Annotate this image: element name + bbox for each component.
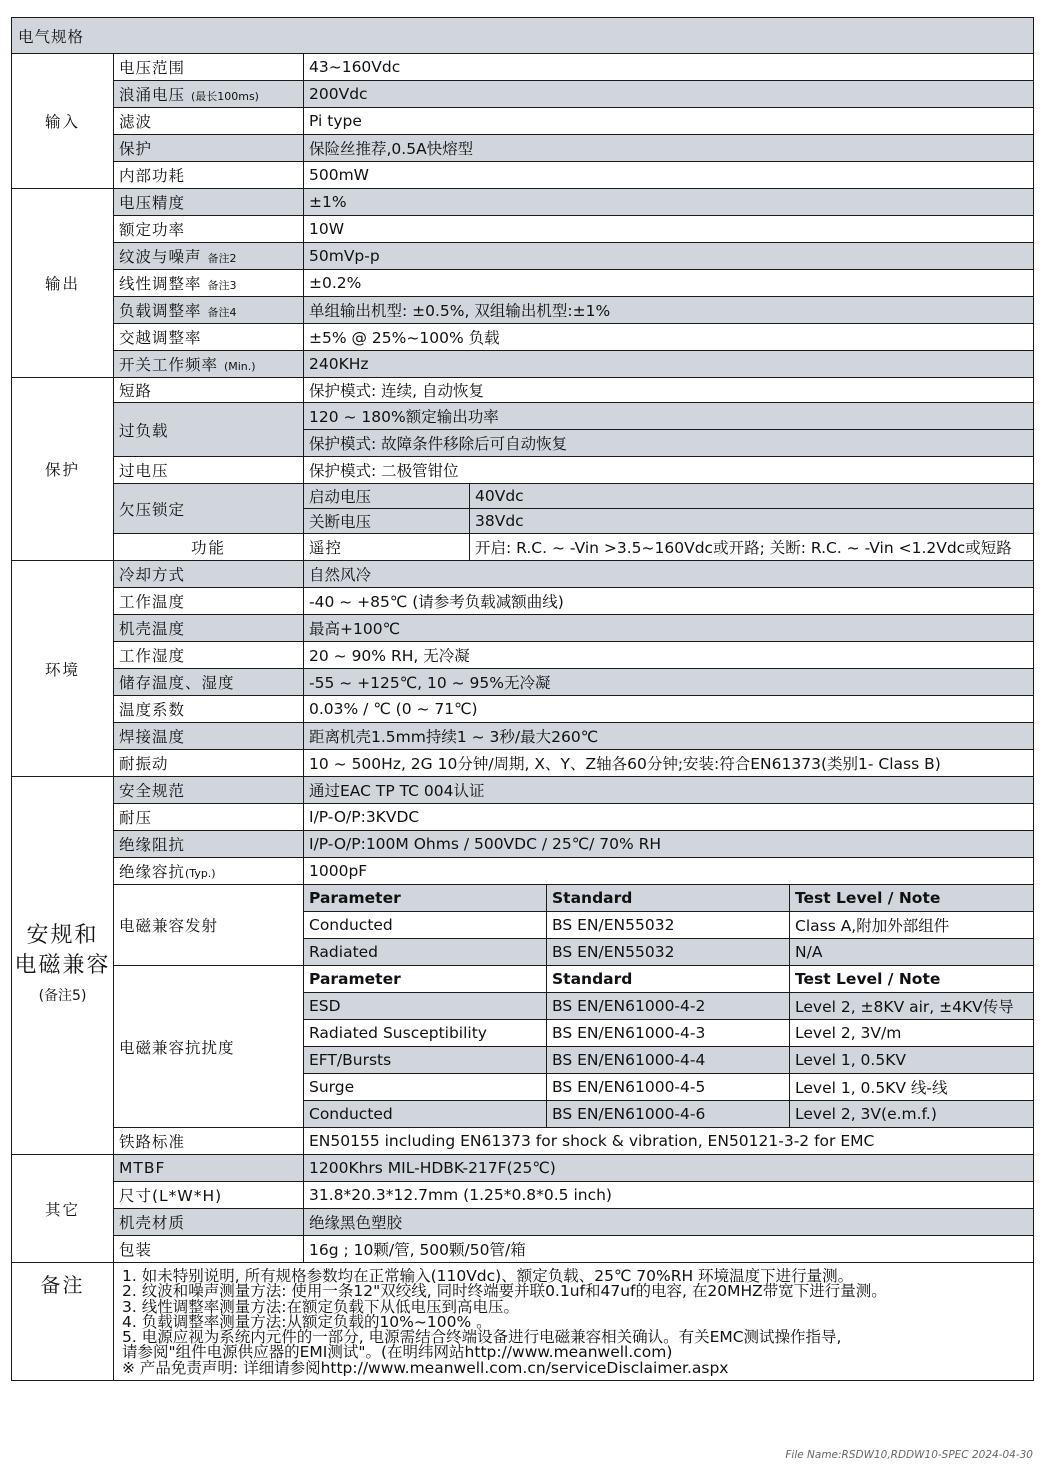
item-label: 额定功率: [114, 216, 304, 243]
item-label: 铁路标准: [114, 1128, 304, 1155]
item-label: 过电压: [114, 457, 304, 484]
environment-row: [12, 669, 1034, 696]
ems-standard: BS EN/EN61000-4-4: [547, 1047, 790, 1074]
note-line: 5. 电源应视为系统内元件的一部分, 电源需结合终端设备进行电磁兼容相关确认。有关EMC测试操作指导,: [122, 1328, 842, 1347]
notes-content: [114, 1263, 1034, 1381]
note-line: ※ 产品免责声明: 详细请参阅http://www.meanwell.com.cn/serviceDisclaimer.aspx: [122, 1358, 729, 1377]
item-label: 包装: [114, 1236, 304, 1263]
protection-row: [12, 403, 1034, 430]
output-row: [12, 351, 1034, 378]
item-label: 焊接温度: [114, 723, 304, 750]
environment-row: [12, 696, 1034, 723]
note-line: 3. 线性调整率测量方法:在额定负载下从低电压到高电压。: [122, 1297, 519, 1316]
function-row: [12, 534, 1034, 561]
item-value: I/P-O/P:100M Ohms / 500VDC / 25℃/ 70% RH: [304, 831, 1034, 858]
item-label: 耐振动: [114, 750, 304, 777]
category-safety-emc: [12, 777, 114, 1155]
output-row: [12, 324, 1034, 351]
ems-parameter: Conducted: [304, 1101, 547, 1128]
item-label: 绝缘容抗(Typ.): [114, 858, 304, 885]
category-input: 输入: [12, 54, 114, 189]
item-value: -40 ~ +85℃ (请参考负载减额曲线): [304, 588, 1034, 615]
item-value: 最高+100℃: [304, 615, 1034, 642]
item-label: 负载调整率 备注4: [114, 297, 304, 324]
item-value: 20 ~ 90% RH, 无冷凝: [304, 642, 1034, 669]
item-label: 绝缘阻抗: [114, 831, 304, 858]
footer-filename: File Name:RSDW10,RDDW10-SPEC 2024-04-30: [785, 1449, 1033, 1461]
safety-row: [12, 804, 1034, 831]
item-label: 机壳材质: [114, 1209, 304, 1236]
item-label: 冷却方式: [114, 561, 304, 588]
emi-parameter: Conducted: [304, 912, 547, 939]
ems-level: Level 2, 3V/m: [790, 1020, 1034, 1047]
item-label: 耐压: [114, 804, 304, 831]
output-row: [12, 216, 1034, 243]
ems-level: Level 2, ±8KV air, ±4KV传导: [790, 993, 1034, 1020]
ems-standard: BS EN/EN61000-4-5: [547, 1074, 790, 1101]
safety-row: [12, 777, 1034, 804]
environment-row: [12, 750, 1034, 777]
ems-level: Level 1, 0.5KV 线-线: [790, 1074, 1034, 1101]
item-label: 纹波与噪声 备注2: [114, 243, 304, 270]
category-safety-line2: 电磁兼容: [14, 952, 111, 978]
ems-standard: BS EN/EN61000-4-3: [547, 1020, 790, 1047]
item-label: 保护: [114, 135, 304, 162]
item-label: 交越调整率: [114, 324, 304, 351]
category-notes: 备注: [12, 1263, 114, 1381]
item-value: 通过EAC TP TC 004认证: [304, 777, 1034, 804]
safety-row: [12, 831, 1034, 858]
item-value: I/P-O/P:3KVDC: [304, 804, 1034, 831]
note-line: 1. 如未特别说明, 所有规格参数均在正常输入(110Vdc)、额定负载、25℃ 70%RH 环境温度下进行量测。: [122, 1267, 854, 1285]
ems-parameter: Surge: [304, 1074, 547, 1101]
output-row: [12, 297, 1034, 324]
category-others: 其它: [12, 1155, 114, 1263]
item-label: 浪涌电压 (最长100ms): [114, 81, 304, 108]
protection-row: [12, 457, 1034, 484]
item-value: 绝缘黑色塑胶: [304, 1209, 1034, 1236]
ems-header-row: [12, 966, 1034, 993]
category-protection: 保护: [12, 378, 114, 561]
emi-parameter: Radiated: [304, 939, 547, 966]
input-row: [12, 135, 1034, 162]
input-row: [12, 162, 1034, 189]
header-standard: Standard: [547, 966, 790, 993]
ems-level: Level 2, 3V(e.m.f.): [790, 1101, 1034, 1128]
note-line: 2. 纹波和噪声测量方法: 使用一条12"双绞线, 同时终端要并联0.1uf和47uf的电容, 在20MHZ带宽下进行量测。: [122, 1282, 887, 1301]
input-row: [12, 54, 1034, 81]
section-title-row: [12, 18, 1034, 54]
others-row: [12, 1182, 1034, 1209]
railway-row: [12, 1128, 1034, 1155]
item-value: 10 ~ 500Hz, 2G 10分钟/周期, X、Y、Z轴各60分钟;安装:符合EN61373(类别1- Class B): [304, 750, 1034, 777]
ems-parameter: Radiated Susceptibility: [304, 1020, 547, 1047]
environment-row: [12, 615, 1034, 642]
header-parameter: Parameter: [304, 966, 547, 993]
ems-standard: BS EN/EN61000-4-2: [547, 993, 790, 1020]
item-value: 单组输出机型: ±0.5%, 双组输出机型:±1%: [304, 297, 1034, 324]
ems-label: 电磁兼容抗扰度: [114, 966, 304, 1128]
output-row: [12, 189, 1034, 216]
item-label: MTBF: [114, 1155, 304, 1182]
spec-sheet: [11, 17, 1033, 1381]
item-value: 开启: R.C. ~ -Vin >3.5~160Vdc或开路; 关断: R.C. ~ -Vin <1.2Vdc或短路: [470, 534, 1034, 561]
environment-row: [12, 642, 1034, 669]
ems-parameter: ESD: [304, 993, 547, 1020]
header-level: Test Level / Note: [790, 966, 1034, 993]
item-label: 工作湿度: [114, 642, 304, 669]
item-label: 储存温度、湿度: [114, 669, 304, 696]
item-value: -55 ~ +125℃, 10 ~ 95%无冷凝: [304, 669, 1034, 696]
item-label: 尺寸(L*W*H): [114, 1182, 304, 1209]
item-value: 10W: [304, 216, 1034, 243]
item-label: 电压范围: [114, 54, 304, 81]
section-title: 电气规格: [12, 18, 1034, 54]
item-value: 距离机壳1.5mm持续1 ~ 3秒/最大260℃: [304, 723, 1034, 750]
ems-standard: BS EN/EN61000-4-6: [547, 1101, 790, 1128]
item-value: Pi type: [304, 108, 1034, 135]
item-label: 工作温度: [114, 588, 304, 615]
emi-standard: BS EN/EN55032: [547, 912, 790, 939]
item-value: ±5% @ 25%~100% 负载: [304, 324, 1034, 351]
item-label: 内部功耗: [114, 162, 304, 189]
item-label: 开关工作频率 (Min.): [114, 351, 304, 378]
uvlo-off-label: 关断电压: [304, 509, 470, 534]
emi-standard: BS EN/EN55032: [547, 939, 790, 966]
category-safety-line1: 安规和: [26, 922, 99, 948]
environment-row: [12, 723, 1034, 750]
uvlo-on-value: 40Vdc: [470, 484, 1034, 509]
item-value: 0.03% / ℃ (0 ~ 71℃): [304, 696, 1034, 723]
item-label: 欠压锁定: [114, 484, 304, 534]
item-value: 16g ; 10颗/管, 500颗/50管/箱: [304, 1236, 1034, 1263]
item-label: 电压精度: [114, 189, 304, 216]
item-label: 过负载: [114, 403, 304, 457]
header-parameter: Parameter: [304, 885, 547, 912]
item-label: 遥控: [304, 534, 470, 561]
category-output: 输出: [12, 189, 114, 378]
item-value: 自然风冷: [304, 561, 1034, 588]
item-value: 保险丝推荐,0.5A快熔型: [304, 135, 1034, 162]
item-value: 保护模式: 连续, 自动恢复: [304, 378, 1034, 403]
output-row: [12, 270, 1034, 297]
environment-row: [12, 561, 1034, 588]
item-value: 1000pF: [304, 858, 1034, 885]
item-value: ±1%: [304, 189, 1034, 216]
item-value: 200Vdc: [304, 81, 1034, 108]
category-function: 功能: [114, 534, 304, 561]
item-value: 43~160Vdc: [304, 54, 1034, 81]
item-label: 安全规范: [114, 777, 304, 804]
header-level: Test Level / Note: [790, 885, 1034, 912]
emi-header-row: [12, 885, 1034, 912]
note-line: 请参阅"组件电源供应器的EMI测试"。(在明纬网站http://www.meanwell.com): [122, 1343, 673, 1362]
notes-row: [12, 1263, 1034, 1381]
item-value: 保护模式: 故障条件移除后可自动恢复: [304, 430, 1034, 457]
spec-table: [11, 17, 1034, 1381]
input-row: [12, 108, 1034, 135]
ems-level: Level 1, 0.5KV: [790, 1047, 1034, 1074]
note-line: 4. 负载调整率测量方法:从额定负载的10%~100% 。: [122, 1312, 492, 1331]
header-standard: Standard: [547, 885, 790, 912]
safety-row: [12, 858, 1034, 885]
item-label: 线性调整率 备注3: [114, 270, 304, 297]
environment-row: [12, 588, 1034, 615]
uvlo-off-value: 38Vdc: [470, 509, 1034, 534]
input-row: [12, 81, 1034, 108]
item-value: 240KHz: [304, 351, 1034, 378]
item-value: 120 ~ 180%额定输出功率: [304, 403, 1034, 430]
item-value: 31.8*20.3*12.7mm (1.25*0.8*0.5 inch): [304, 1182, 1034, 1209]
others-row: [12, 1236, 1034, 1263]
emi-level: Class A,附加外部组件: [790, 912, 1034, 939]
item-value: 50mVp-p: [304, 243, 1034, 270]
category-safety-note: (备注5): [38, 987, 87, 1004]
protection-row: [12, 484, 1034, 509]
uvlo-on-label: 启动电压: [304, 484, 470, 509]
emi-label: 电磁兼容发射: [114, 885, 304, 966]
item-value: 500mW: [304, 162, 1034, 189]
output-row: [12, 243, 1034, 270]
item-label: 温度系数: [114, 696, 304, 723]
item-label: 滤波: [114, 108, 304, 135]
category-environment: 环境: [12, 561, 114, 777]
emi-level: N/A: [790, 939, 1034, 966]
others-row: [12, 1209, 1034, 1236]
item-value: 保护模式: 二极管钳位: [304, 457, 1034, 484]
others-row: [12, 1155, 1034, 1182]
item-label: 机壳温度: [114, 615, 304, 642]
item-value: EN50155 including EN61373 for shock & vibration, EN50121-3-2 for EMC: [304, 1128, 1034, 1155]
protection-row: [12, 378, 1034, 403]
item-label: 短路: [114, 378, 304, 403]
item-value: 1200Khrs MIL-HDBK-217F(25℃): [304, 1155, 1034, 1182]
item-value: ±0.2%: [304, 270, 1034, 297]
ems-parameter: EFT/Bursts: [304, 1047, 547, 1074]
